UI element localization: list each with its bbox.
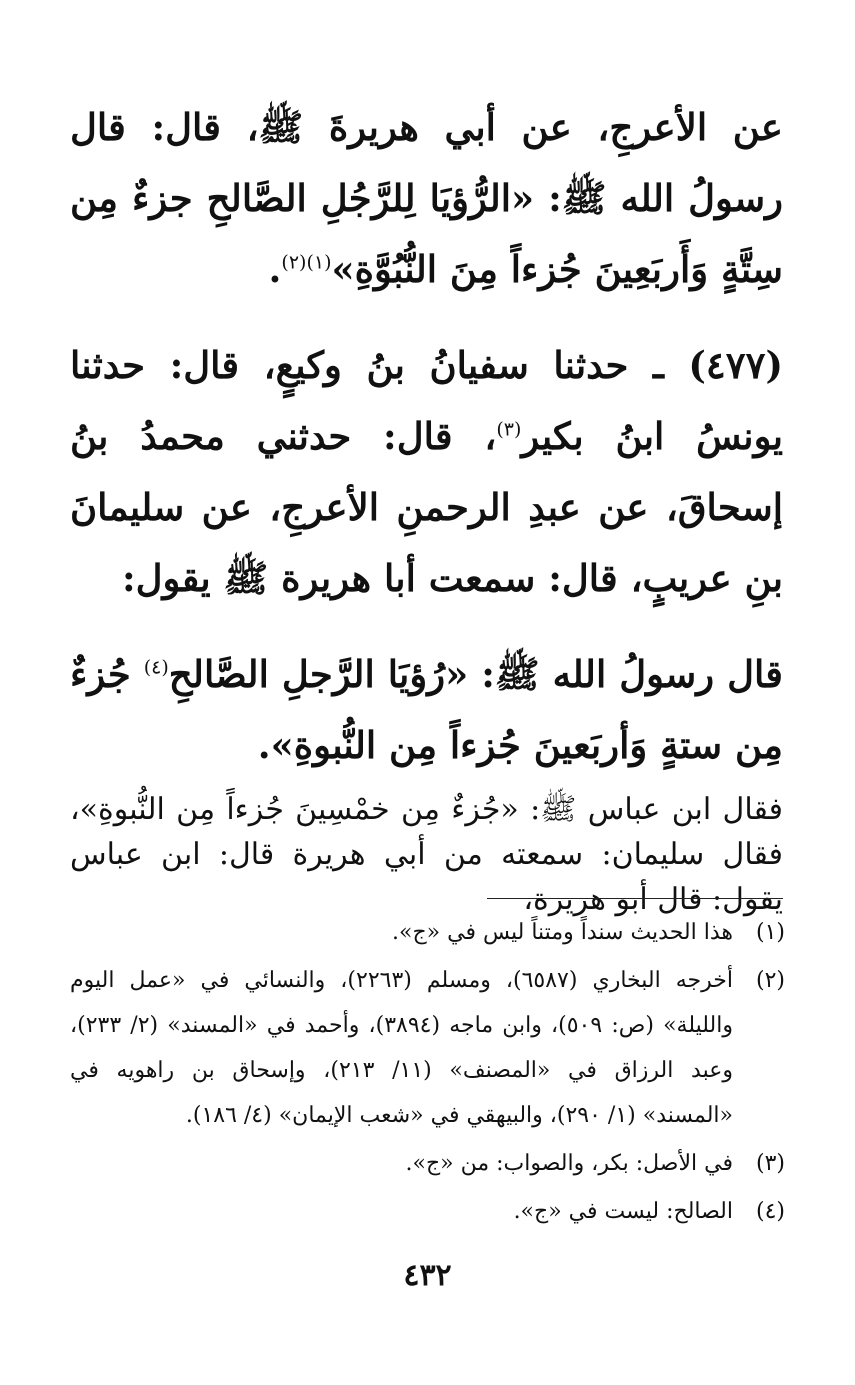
footnote-text: الصالح: ليست في «ج». xyxy=(513,1199,733,1224)
footnote-4 xyxy=(70,1189,785,1234)
main-text xyxy=(70,92,783,922)
paragraph-2-text-cont: ، قال: حدثني محمدُ بنُ إسحاقَ، عن عبدِ الرحمنِ الأعرجِ، عن سليمانَ بنِ عريبٍ، قال: سمعت أبا هريرة ﷺ يقول: xyxy=(70,414,783,600)
footnote-number: (٣) xyxy=(755,1151,785,1176)
paragraph-1-end: . xyxy=(268,247,282,291)
paragraph-1-text: عن الأعرجِ، عن أبي هريرةَ ﷺ، قال: قال رسولُ الله ﷺ: «الرُّؤيَا لِلرَّجُلِ الصَّالحِ جزءٌ مِن سِتَّةٍ وَأَربَعِينَ جُزءاً مِنَ النُّبُوَّةِ» xyxy=(70,105,783,291)
footnote-2 xyxy=(70,958,785,1138)
footnote-text: في الأصل: بكر، والصواب: من «ج». xyxy=(405,1151,733,1176)
footnote-text: أخرجه البخاري (٦٥٨٧)، ومسلم (٢٢٦٣)، والنسائي في «عمل اليوم والليلة» (ص: ٥٠٩)، وابن ماجه (٣٨٩٤)، وأحمد في «المسند» (٢/ ٢٣٣)، وعبد الرزاق في «المصنف» (١١/ ٢١٣)، وإسحاق بن راهويه في «المسند» (١/ ٢٩٠)، والبيهقي في «شعب الإيمان» (٤/ ١٨٦). xyxy=(70,968,733,1128)
paragraph-2-text: سفيانُ بنُ وكيعٍ، قال: حدثنا يونسُ ابنُ بكير xyxy=(70,343,784,458)
footnote-1 xyxy=(70,910,785,955)
footnote-number: (٤) xyxy=(755,1199,785,1224)
footnote-ref-3: (٣) xyxy=(496,418,522,441)
footnotes xyxy=(70,910,785,1234)
footnote-number: (١) xyxy=(755,920,785,945)
paragraph-2 xyxy=(70,330,783,614)
paragraph-3-text-cont: جُزءٌ مِن ستةٍ وَأربَعينَ جُزءاً مِن النُّبوةِ». xyxy=(70,652,783,767)
footnote-ref-4: (٤) xyxy=(143,656,169,679)
paragraph-3 xyxy=(70,639,783,781)
footnote-3 xyxy=(70,1141,785,1186)
footnote-text: هذا الحديث سنداً ومتناً ليس في «ج». xyxy=(392,920,733,945)
hadith-number: (٤٧٧) ـ حدثنا xyxy=(553,343,783,387)
footnote-number: (٢) xyxy=(755,968,785,993)
ibn-abbas-quote: فقال ابن عباس ﷺ: «جُزءٌ مِن خمْسِينَ جُزءاً مِن النُّبوةِ»، فقال سليمان: سمعته من أبي هريرة قال: ابن عباس يقول: قال أبو هريرة، xyxy=(70,792,783,917)
footnote-ref-1-2: (١)(٢) xyxy=(281,251,332,274)
page-number: ٤٣٢ xyxy=(403,1258,452,1293)
footnote-divider xyxy=(487,898,783,899)
paragraph-3-text: قال رسولُ الله ﷺ: «رُؤيَا الرَّجلِ الصَّالحِ xyxy=(168,652,783,696)
paragraph-1 xyxy=(70,92,783,305)
